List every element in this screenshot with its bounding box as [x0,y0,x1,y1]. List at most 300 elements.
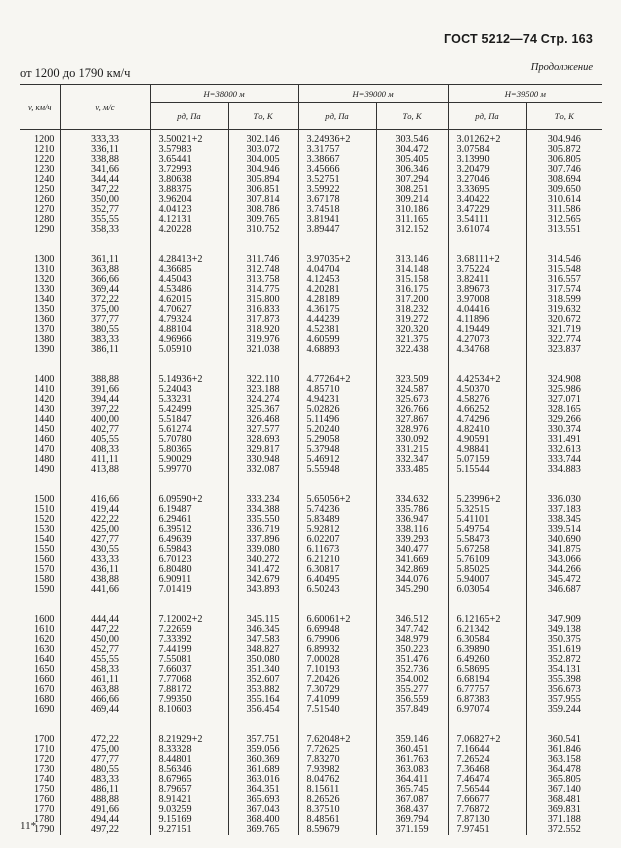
cell-p-h38000: 5.80365 [150,445,228,455]
cell-p-h39500: 3.54111 [448,215,526,225]
cell-p-h39500: 6.68194 [448,675,526,685]
cell-v-ms: 413,88 [60,465,150,475]
cell-v-ms: 472,22 [60,735,150,745]
cell-t-h39000: 348.979 [376,635,448,645]
group-gap-row [20,355,602,375]
cell-p-h39000: 3.45666 [298,165,376,175]
cell-p-h39500: 5.49754 [448,525,526,535]
cell-t-h39500: 345.472 [526,575,602,585]
cell-v-ms: 455,55 [60,655,150,665]
cell-v-kmh: 1580 [20,575,60,585]
cell-v-kmh: 1430 [20,405,60,415]
cell-v-kmh: 1200 [20,135,60,145]
cell-p-h39500: 3.97008 [448,295,526,305]
cell-v-ms: 341,66 [60,165,150,175]
cell-p-h39000: 4.52381 [298,325,376,335]
cell-t-h38000: 332.087 [228,465,298,475]
cell-p-h38000: 7.22659 [150,625,228,635]
cell-p-h39500: 4.19449 [448,325,526,335]
cell-v-ms: 350,00 [60,195,150,205]
cell-v-kmh: 1440 [20,415,60,425]
cell-v-ms: 497,22 [60,825,150,835]
cell-p-h38000: 6.59843 [150,545,228,555]
cell-t-h39000: 339.293 [376,535,448,545]
cell-p-h38000: 8.56346 [150,765,228,775]
cell-v-ms: 352,77 [60,205,150,215]
cell-p-h39500: 3.13990 [448,155,526,165]
group-gap-row [20,475,602,495]
cell-p-h38000: 5.33231 [150,395,228,405]
table-row [20,825,602,835]
cell-p-h38000: 7.55081 [150,655,228,665]
cell-t-h39500: 327.071 [526,395,602,405]
cell-p-h39500: 3.01262+2 [448,135,526,145]
cell-t-h38000: 328.693 [228,435,298,445]
cell-p-h39500: 6.39890 [448,645,526,655]
cell-p-h39500: 3.61074 [448,225,526,235]
cell-t-h39000: 360.451 [376,745,448,755]
cell-t-h39500: 356.673 [526,685,602,695]
cell-p-h39500: 7.56544 [448,785,526,795]
cell-v-ms: 494,44 [60,815,150,825]
cell-t-h39500: 330.374 [526,425,602,435]
cell-v-ms: 466,66 [60,695,150,705]
cell-p-h39000: 5.65056+2 [298,495,376,505]
cell-v-ms: 358,33 [60,225,150,235]
cell-t-h39000: 357.849 [376,705,448,715]
cell-p-h39000: 4.44239 [298,315,376,325]
cell-t-h39500: 319.632 [526,305,602,315]
cell-p-h38000: 8.33328 [150,745,228,755]
cell-p-h38000: 7.01419 [150,585,228,595]
cell-p-h38000: 4.88104 [150,325,228,335]
table-row [20,585,602,595]
cell-v-kmh: 1790 [20,825,60,835]
continued-label: Продолжение [530,62,593,73]
cell-v-kmh: 1770 [20,805,60,815]
cell-p-h38000: 5.14936+2 [150,375,228,385]
cell-t-h38000: 311.746 [228,255,298,265]
cell-p-h39500: 4.58276 [448,395,526,405]
cell-t-h39500: 309.650 [526,185,602,195]
cell-v-ms: 394,44 [60,395,150,405]
cell-t-h38000: 306.851 [228,185,298,195]
col-group-h39000: H=39000 м [298,85,448,103]
col-header-t1: Tо, К [228,103,298,130]
cell-v-kmh: 1340 [20,295,60,305]
cell-v-kmh: 1300 [20,255,60,265]
cell-p-h39000: 7.72625 [298,745,376,755]
cell-p-h39000: 4.94231 [298,395,376,405]
cell-v-kmh: 1380 [20,335,60,345]
cell-v-kmh: 1740 [20,775,60,785]
cell-v-kmh: 1760 [20,795,60,805]
cell-v-ms: 458,33 [60,665,150,675]
cell-p-h38000: 4.04123 [150,205,228,215]
cell-v-ms: 419,44 [60,505,150,515]
cell-p-h39000: 8.04762 [298,775,376,785]
cell-p-h39000: 7.93982 [298,765,376,775]
cell-p-h38000: 4.28413+2 [150,255,228,265]
cell-t-h38000: 333.234 [228,495,298,505]
cell-t-h38000: 353.882 [228,685,298,695]
cell-t-h38000: 361.689 [228,765,298,775]
cell-p-h39500: 6.97074 [448,705,526,715]
cell-t-h39500: 369.831 [526,805,602,815]
cell-p-h38000: 6.70123 [150,555,228,565]
cell-t-h39500: 363.158 [526,755,602,765]
cell-v-kmh: 1650 [20,665,60,675]
cell-t-h38000: 307.814 [228,195,298,205]
cell-p-h39500: 6.77757 [448,685,526,695]
cell-v-ms: 486,11 [60,785,150,795]
cell-p-h38000: 5.61274 [150,425,228,435]
cell-p-h39500: 3.75224 [448,265,526,275]
cell-v-kmh: 1250 [20,185,60,195]
cell-p-h39000: 5.20240 [298,425,376,435]
cell-t-h38000: 347.583 [228,635,298,645]
cell-v-kmh: 1310 [20,265,60,275]
cell-t-h39000: 333.485 [376,465,448,475]
cell-p-h39500: 3.20479 [448,165,526,175]
cell-t-h39000: 335.786 [376,505,448,515]
cell-v-ms: 430,55 [60,545,150,555]
cell-t-h39000: 364.411 [376,775,448,785]
cell-v-ms: 488,88 [60,795,150,805]
cell-p-h39500: 7.06827+2 [448,735,526,745]
cell-t-h38000: 339.080 [228,545,298,555]
cell-p-h39500: 5.58473 [448,535,526,545]
cell-t-h39000: 306.346 [376,165,448,175]
cell-p-h38000: 5.05910 [150,345,228,355]
cell-t-h39500: 355.398 [526,675,602,685]
cell-v-kmh: 1510 [20,505,60,515]
cell-v-ms: 377,77 [60,315,150,325]
cell-t-h38000: 314.775 [228,285,298,295]
cell-p-h39500: 6.49260 [448,655,526,665]
cell-p-h39500: 4.74296 [448,415,526,425]
cell-p-h39500: 3.68111+2 [448,255,526,265]
cell-v-kmh: 1550 [20,545,60,555]
cell-t-h38000: 345.115 [228,615,298,625]
cell-p-h39000: 3.74518 [298,205,376,215]
cell-p-h38000: 4.53486 [150,285,228,295]
cell-t-h39500: 337.183 [526,505,602,515]
cell-t-h38000: 325.367 [228,405,298,415]
cell-p-h39000: 7.00028 [298,655,376,665]
cell-p-h38000: 4.70627 [150,305,228,315]
cell-p-h38000: 6.09590+2 [150,495,228,505]
cell-p-h39500: 7.97451 [448,825,526,835]
cell-v-ms: 369,44 [60,285,150,295]
cell-p-h38000: 6.90911 [150,575,228,585]
cell-p-h38000: 3.50021+2 [150,135,228,145]
cell-t-h38000: 305.894 [228,175,298,185]
cell-t-h38000: 369.765 [228,825,298,835]
cell-v-ms: 422,22 [60,515,150,525]
col-header-v-kmh: v, км/ч [20,85,60,130]
cell-p-h38000: 7.88172 [150,685,228,695]
cell-p-h39500: 7.26524 [448,755,526,765]
cell-v-ms: 425,00 [60,525,150,535]
cell-p-h39000: 6.40495 [298,575,376,585]
cell-t-h39500: 343.066 [526,555,602,565]
cell-t-h38000: 359.056 [228,745,298,755]
cell-p-h39500: 3.89673 [448,285,526,295]
cell-v-kmh: 1240 [20,175,60,185]
cell-p-h39000: 7.83270 [298,755,376,765]
cell-p-h39000: 3.89447 [298,225,376,235]
cell-p-h39000: 3.67178 [298,195,376,205]
cell-t-h39500: 332.613 [526,445,602,455]
cell-v-ms: 338,88 [60,155,150,165]
cell-p-h39500: 5.32515 [448,505,526,515]
cell-p-h39000: 6.79906 [298,635,376,645]
cell-t-h39500: 333.744 [526,455,602,465]
cell-p-h38000: 4.79324 [150,315,228,325]
cell-v-kmh: 1560 [20,555,60,565]
cell-t-h38000: 316.833 [228,305,298,315]
cell-t-h39500: 346.687 [526,585,602,595]
cell-v-kmh: 1680 [20,695,60,705]
cell-p-h38000: 8.21929+2 [150,735,228,745]
cell-t-h38000: 310.752 [228,225,298,235]
cell-p-h39500: 6.30584 [448,635,526,645]
cell-t-h39500: 347.909 [526,615,602,625]
cell-t-h38000: 363.016 [228,775,298,785]
cell-p-h38000: 8.67965 [150,775,228,785]
cell-v-kmh: 1390 [20,345,60,355]
cell-p-h38000: 6.49639 [150,535,228,545]
cell-t-h39000: 322.438 [376,345,448,355]
cell-t-h39500: 331.491 [526,435,602,445]
cell-p-h39000: 8.15611 [298,785,376,795]
cell-t-h39500: 354.131 [526,665,602,675]
col-header-p2: pд, Па [298,103,376,130]
cell-v-ms: 333,33 [60,135,150,145]
cell-t-h38000: 351.340 [228,665,298,675]
cell-v-kmh: 1750 [20,785,60,795]
cell-t-h39000: 319.272 [376,315,448,325]
cell-p-h39000: 6.02207 [298,535,376,545]
cell-t-h38000: 318.920 [228,325,298,335]
cell-t-h38000: 343.893 [228,585,298,595]
cell-t-h38000: 302.146 [228,135,298,145]
cell-v-kmh: 1460 [20,435,60,445]
cell-t-h39000: 315.158 [376,275,448,285]
cell-t-h38000: 326.468 [228,415,298,425]
cell-v-ms: 347,22 [60,185,150,195]
cell-p-h39000: 6.50243 [298,585,376,595]
cell-v-ms: 363,88 [60,265,150,275]
cell-v-kmh: 1670 [20,685,60,695]
cell-t-h38000: 340.272 [228,555,298,565]
cell-p-h39500: 5.41101 [448,515,526,525]
cell-v-ms: 405,55 [60,435,150,445]
cell-t-h39500: 351.619 [526,645,602,655]
cell-t-h39000: 307.294 [376,175,448,185]
cell-p-h38000: 6.80480 [150,565,228,575]
cell-p-h39500: 3.82411 [448,275,526,285]
cell-v-kmh: 1570 [20,565,60,575]
cell-v-ms: 475,00 [60,745,150,755]
cell-t-h38000: 327.577 [228,425,298,435]
cell-t-h38000: 357.751 [228,735,298,745]
cell-p-h39000: 3.52751 [298,175,376,185]
cell-t-h38000: 337.896 [228,535,298,545]
cell-t-h38000: 350.080 [228,655,298,665]
cell-t-h39500: 315.548 [526,265,602,275]
table-row [20,345,602,355]
cell-t-h38000: 356.454 [228,705,298,715]
cell-v-kmh: 1480 [20,455,60,465]
table-row [20,705,602,715]
cell-t-h39500: 325.986 [526,385,602,395]
cell-v-ms: 436,11 [60,565,150,575]
cell-p-h38000: 7.44199 [150,645,228,655]
cell-p-h39000: 7.30729 [298,685,376,695]
cell-t-h39000: 305.405 [376,155,448,165]
cell-t-h39000: 321.375 [376,335,448,345]
cell-t-h39000: 351.476 [376,655,448,665]
cell-v-ms: 391,66 [60,385,150,395]
cell-v-ms: 491,66 [60,805,150,815]
cell-p-h38000: 3.80638 [150,175,228,185]
cell-p-h38000: 7.66037 [150,665,228,675]
cell-p-h39000: 8.37510 [298,805,376,815]
cell-p-h38000: 3.65441 [150,155,228,165]
cell-v-kmh: 1410 [20,385,60,395]
cell-v-kmh: 1700 [20,735,60,745]
cell-t-h39500: 317.574 [526,285,602,295]
cell-t-h39000: 331.215 [376,445,448,455]
cell-t-h39000: 363.083 [376,765,448,775]
cell-t-h39000: 308.251 [376,185,448,195]
cell-t-h39500: 371.188 [526,815,602,825]
cell-p-h39500: 7.36468 [448,765,526,775]
cell-t-h39500: 305.872 [526,145,602,155]
cell-v-kmh: 1450 [20,425,60,435]
cell-p-h39000: 7.51540 [298,705,376,715]
cell-p-h38000: 8.79657 [150,785,228,795]
cell-v-ms: 402,77 [60,425,150,435]
cell-v-ms: 444,44 [60,615,150,625]
cell-t-h39500: 318.599 [526,295,602,305]
cell-t-h39000: 361.763 [376,755,448,765]
cell-v-ms: 372,22 [60,295,150,305]
cell-v-ms: 380,55 [60,325,150,335]
cell-t-h39000: 327.867 [376,415,448,425]
cell-t-h39500: 312.565 [526,215,602,225]
cell-t-h39500: 311.586 [526,205,602,215]
cell-t-h39500: 313.551 [526,225,602,235]
cell-v-kmh: 1420 [20,395,60,405]
cell-v-ms: 438,88 [60,575,150,585]
cell-v-kmh: 1230 [20,165,60,175]
cell-p-h39000: 3.81941 [298,215,376,225]
cell-t-h38000: 346.345 [228,625,298,635]
cell-t-h39000: 316.175 [376,285,448,295]
cell-v-ms: 483,33 [60,775,150,785]
cell-p-h39000: 3.38667 [298,155,376,165]
cell-t-h39000: 340.477 [376,545,448,555]
cell-p-h39000: 7.10193 [298,665,376,675]
cell-p-h39500: 7.46474 [448,775,526,785]
cell-v-ms: 388,88 [60,375,150,385]
cell-t-h39500: 304.946 [526,135,602,145]
cell-t-h39500: 361.846 [526,745,602,755]
cell-p-h38000: 9.27151 [150,825,228,835]
cell-v-ms: 450,00 [60,635,150,645]
cell-t-h39500: 336.030 [526,495,602,505]
cell-p-h39000: 5.46912 [298,455,376,465]
cell-v-kmh: 1520 [20,515,60,525]
cell-p-h39000: 7.41099 [298,695,376,705]
cell-p-h38000: 3.72993 [150,165,228,175]
cell-t-h38000: 303.072 [228,145,298,155]
cell-t-h39000: 369.794 [376,815,448,825]
cell-t-h39500: 340.690 [526,535,602,545]
cell-p-h39000: 5.74236 [298,505,376,515]
cell-p-h39000: 5.02826 [298,405,376,415]
atmosphere-table [20,84,602,835]
cell-p-h38000: 3.88375 [150,185,228,195]
cell-p-h38000: 5.90029 [150,455,228,465]
cell-t-h38000: 352.607 [228,675,298,685]
cell-v-kmh: 1720 [20,755,60,765]
cell-t-h39500: 308.694 [526,175,602,185]
cell-v-kmh: 1360 [20,315,60,325]
cell-t-h38000: 360.369 [228,755,298,765]
cell-t-h39500: 324.908 [526,375,602,385]
cell-t-h39000: 310.186 [376,205,448,215]
cell-v-kmh: 1320 [20,275,60,285]
cell-p-h38000: 7.12002+2 [150,615,228,625]
cell-v-ms: 480,55 [60,765,150,775]
cell-t-h38000: 308.786 [228,205,298,215]
cell-t-h39500: 364.478 [526,765,602,775]
cell-p-h39500: 4.50370 [448,385,526,395]
cell-v-kmh: 1260 [20,195,60,205]
cell-p-h39500: 7.76872 [448,805,526,815]
cell-t-h39000: 342.869 [376,565,448,575]
cell-t-h39000: 367.087 [376,795,448,805]
cell-t-h39500: 329.266 [526,415,602,425]
group-gap-row [20,235,602,255]
cell-t-h38000: 334.388 [228,505,298,515]
cell-p-h39500: 4.98841 [448,445,526,455]
cell-p-h39000: 6.60061+2 [298,615,376,625]
cell-v-kmh: 1590 [20,585,60,595]
cell-p-h39500: 7.16644 [448,745,526,755]
cell-t-h39500: 367.140 [526,785,602,795]
cell-t-h39500: 306.805 [526,155,602,165]
cell-v-ms: 433,33 [60,555,150,565]
cell-t-h39000: 323.509 [376,375,448,385]
cell-t-h39000: 324.587 [376,385,448,395]
cell-p-h39000: 5.92812 [298,525,376,535]
cell-p-h39500: 3.07584 [448,145,526,155]
cell-t-h38000: 315.800 [228,295,298,305]
cell-t-h39000: 325.673 [376,395,448,405]
cell-t-h39500: 360.541 [526,735,602,745]
cell-p-h39000: 6.21210 [298,555,376,565]
cell-v-kmh: 1220 [20,155,60,165]
cell-t-h39000: 334.632 [376,495,448,505]
cell-p-h38000: 8.10603 [150,705,228,715]
cell-t-h39500: 310.614 [526,195,602,205]
cell-v-ms: 447,22 [60,625,150,635]
